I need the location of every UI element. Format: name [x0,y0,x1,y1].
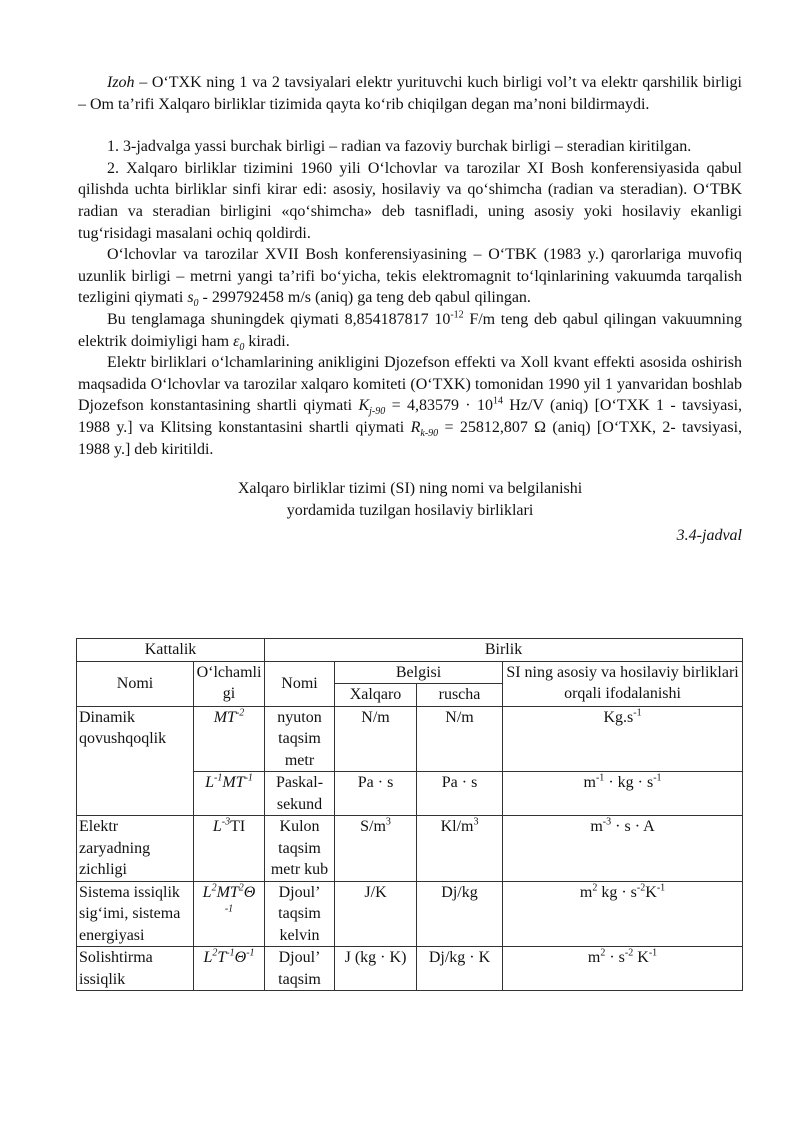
superscript: -1 [648,947,658,959]
si-expression [503,772,743,816]
text: L [202,883,212,901]
superscript: -1 [244,772,253,784]
symbol-rus: N/m [417,706,503,772]
superscript: -1 [595,772,605,784]
symbol: s [187,289,194,307]
text: L [212,818,222,835]
text: · s [605,949,625,966]
text: Bu tenglamaga shuningdek qiymati 8,854187817 10 [107,310,451,328]
page-body [78,72,742,547]
superscript: 2 [211,882,217,894]
text: kiradi. [244,332,290,350]
paragraph-1: 1. 3-jadvalga yassi burchak birligi – radian va fazoviy burchak birligi – steradian kiritilgan. [107,138,692,156]
paragraph-3 [78,244,742,309]
header-si-expression: SI ning asosiy va hosilaviy birliklari orqali ifodalanishi [503,661,743,706]
superscript: 3 [385,816,391,828]
paragraph-5 [78,352,742,460]
superscript: -12 [450,309,464,321]
superscript: 14 [492,395,503,407]
header-birlik: Birlik [265,639,743,662]
header-xalqaro: Xalqaro [335,684,417,707]
superscript: -1 [656,882,666,894]
superscript: -2 [636,882,646,894]
table-row [77,816,743,882]
superscript: -1 [226,947,235,959]
text: K [645,883,657,901]
dimension [194,706,265,772]
quantity-name: Solishtirma issiqlik [77,947,194,991]
text: Θ [243,883,256,901]
text: Hz/V (aniq) [O‘TXK 1 - tavsiyasi, 1988 y.] va Klitsing konstantasini shartli qiymati [78,397,743,436]
text: - 299792458 m/s (aniq) ga teng deb qabul qilingan. [198,289,531,307]
text: m [590,818,603,835]
paragraph-2: 2. Xalqaro birliklar tizimini 1960 yili O‘lchovlar va tarozilar XI Bosh konferensiyasida qabul qilishda uchta birliklar sinfi kirar edi: asosiy, hosilaviy va qo‘shimcha (radian va steradian). O‘TBK radian va steradian birligini «qo‘shimcha» deb tasnifladi, uning asosiy yoki hosilaviy ekanligi tug‘risidagi masalani ochiq qoldirdi. [78,159,742,242]
quantity-name: Elektr zaryadning zichligi [77,816,194,882]
si-expression [503,881,743,947]
dimension [194,947,265,991]
symbol-rus: Dj/kg · K [417,947,503,991]
table-row [77,881,743,947]
unit-name: Djoul’ taqsim [265,947,335,991]
caption-line-1: Xalqaro birliklar tizimi (SI) ning nomi va belgilanishi [237,480,583,498]
text: m [587,949,601,966]
si-expression [503,947,743,991]
superscript: -1 [214,772,223,784]
symbol-rus [417,816,503,882]
unit-name: Paskal-sekund [265,772,335,816]
unit-name: Kulon taqsim metr kub [265,816,335,882]
text: S/m [360,818,386,835]
symbol: R [410,418,421,436]
header-belgisi: Belgisi [335,661,503,684]
subscript: j-90 [369,406,386,418]
superscript: -1 [246,947,255,959]
symbol-intl: J/K [335,881,417,947]
note-label: Izoh [107,74,135,91]
caption-line-2: yordamida tuzilgan hosilaviy birliklari [286,502,534,520]
text: MT [216,883,239,901]
text: MT [222,774,245,791]
text: TI [230,818,246,835]
text: Θ [234,949,247,966]
superscript: -1 [653,772,662,784]
text: Kg.s [603,708,634,726]
table-caption [78,478,742,522]
text: = 25812,807 Ω (aniq) [O‘TXK, 2- tavsiyasi, 1988 y.] deb kiritildi. [78,418,743,458]
symbol-rus: Pa · s [417,772,503,816]
superscript: 2 [592,882,598,894]
superscript: -2 [624,947,634,959]
superscript: 2 [238,882,244,894]
table-number: 3.4-jadval [676,527,742,545]
superscript: -3 [221,816,231,828]
note-paragraph [78,72,742,115]
text: O‘lchovlar va tarozilar XVII Bosh konferensiyasining – O‘TBK (1983 y.) qarorlariga muvofiq uzunlik birligi – metrni yangi ta’rifi bo‘yicha, tekis elektromagnit to‘lqinlarining vakuumda tarqalish tezligini qiymati [78,246,742,307]
text: L [205,774,214,791]
header-ruscha: ruscha [417,684,503,707]
paragraph-4 [78,309,742,352]
unit-name: Djoul’ taqsim kelvin [265,881,335,947]
subscript: 0 [239,341,245,353]
table-row [77,947,743,991]
text: Elektr birliklari o‘lchamlarining anikligini Djozefson effekti va Xoll kvant effekti asosida oshirish maqsadida O‘lchovlar va tarozilar xalqaro komiteti (O‘TXK) tomonidan 1990 yil 1 yanvaridan boshlab Djozefson konstantasining shartli qiymati [78,354,742,415]
symbol-intl: J (kg · K) [335,947,417,991]
text: L [203,949,213,966]
text: Kl/m [440,818,474,835]
text: kg · s [597,883,637,901]
symbol-intl: N/m [335,706,417,772]
superscript: 3 [473,816,479,828]
superscript: -2 [235,707,245,719]
symbol-intl: Pa · s [335,772,417,816]
text: F/m teng deb qabul qilingan vakuumning elektrik doimiyligi ham [78,310,742,350]
note-text: – O‘TXK ning 1 va 2 tavsiyalari elektr yurituvchi kuch birligi vol’t va elektr qarshilik birligi – Om ta’rifi Xalqaro birliklar tizimida qayta ko‘rib chiqilgan degan ma’noni bildirmaydi. [78,74,742,113]
symbol: ε [233,332,240,350]
quantity-name: Dinamik qovushqoqlik [77,706,194,816]
table-row [77,706,743,772]
superscript: -3 [602,816,612,828]
quantity-name: Sistema issiqlik sig‘imi, sistema energiyasi [77,881,194,947]
superscript: -1 [633,707,642,719]
dimension [194,881,265,947]
text: m [583,774,596,791]
dimension [194,816,265,882]
dimension [194,772,265,816]
superscript: 2 [212,947,218,959]
units-table [76,638,743,991]
header-unit-nomi: Nomi [265,661,335,706]
header-nomi: Nomi [77,661,194,706]
text: K [633,949,649,966]
symbol: K [358,397,370,415]
subscript: 0 [193,298,199,310]
text: m [579,883,593,901]
header-kattalik: Kattalik [77,639,265,662]
text: T [217,949,227,966]
symbol-rus: Dj/kg [417,881,503,947]
text: · kg · s [604,774,654,791]
text: = 4,83579 · 10 [385,397,493,415]
unit-name: nyuton taqsim metr [265,706,335,772]
si-expression [503,816,743,882]
subscript: k-90 [420,428,439,440]
si-expression [503,706,743,772]
header-olchamligi: O‘lchamligi [194,661,265,706]
symbol-intl [335,816,417,882]
superscript: -1 [224,903,234,915]
superscript: 2 [600,947,606,959]
text: · s · A [611,818,655,835]
text: MT [213,708,236,726]
